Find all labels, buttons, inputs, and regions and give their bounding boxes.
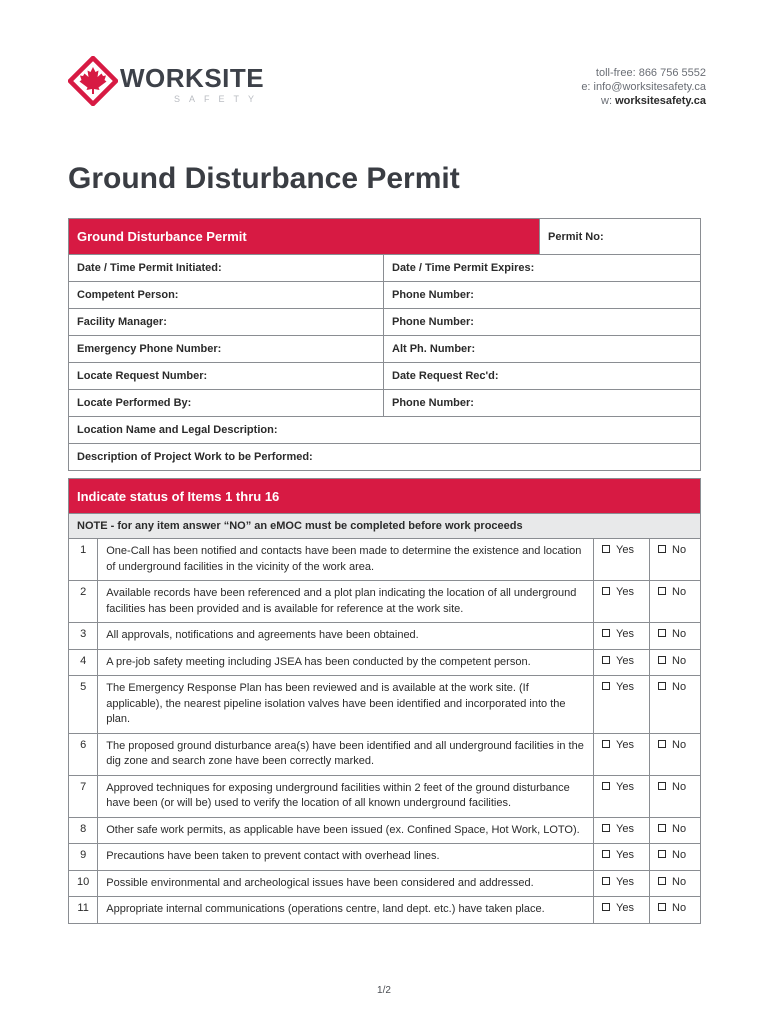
no-checkbox[interactable]: [658, 587, 666, 595]
yes-checkbox[interactable]: [602, 877, 610, 885]
item-text: The proposed ground disturbance area(s) have been identified and all underground facilities in the dig zone and search zone have been correctly marked.: [98, 733, 594, 775]
website-prefix: w:: [601, 95, 616, 107]
no-label: No: [672, 586, 687, 598]
checklist-item: [69, 676, 701, 734]
info-field-right[interactable]: Phone Number:: [384, 282, 701, 309]
item-number: 10: [69, 870, 98, 897]
checklist-item: [69, 649, 701, 676]
item-number: 3: [69, 623, 98, 650]
yes-label: Yes: [616, 586, 634, 598]
info-field-left[interactable]: Emergency Phone Number:: [69, 336, 384, 363]
contact-info: [581, 66, 706, 108]
item-text: Precautions have been taken to prevent contact with overhead lines.: [98, 844, 594, 871]
no-checkbox[interactable]: [658, 682, 666, 690]
no-label: No: [672, 738, 687, 751]
info-field-right[interactable]: Alt Ph. Number:: [384, 336, 701, 363]
yes-option[interactable]: [594, 623, 650, 650]
status-header-row: [69, 479, 701, 514]
yes-option[interactable]: [594, 676, 650, 734]
page-header: [68, 56, 708, 106]
yes-option[interactable]: [594, 897, 650, 924]
no-option[interactable]: [650, 539, 701, 581]
yes-label: Yes: [616, 902, 634, 914]
no-checkbox[interactable]: [658, 656, 666, 664]
info-row: [69, 336, 701, 363]
checklist-item: [69, 581, 701, 623]
info-field-right[interactable]: Phone Number:: [384, 309, 701, 336]
no-option[interactable]: [650, 649, 701, 676]
checklist-item: [69, 623, 701, 650]
permit-no-field[interactable]: Permit No:: [540, 219, 701, 255]
yes-option[interactable]: [594, 581, 650, 623]
permit-header-row: [69, 219, 701, 255]
no-label: No: [672, 822, 687, 835]
info-row: [69, 282, 701, 309]
yes-option[interactable]: [594, 649, 650, 676]
checklist-item: [69, 870, 701, 897]
no-option[interactable]: [650, 870, 701, 897]
info-field-left[interactable]: Locate Request Number:: [69, 363, 384, 390]
yes-option[interactable]: [594, 775, 650, 817]
maple-leaf-icon: [68, 56, 118, 106]
status-checklist-table: [68, 478, 701, 924]
checklist-item: [69, 733, 701, 775]
item-text: The Emergency Response Plan has been reviewed and is available at the work site. (If applicable), the nearest pipeline isolation valves have been identified and incorporated into the plan.: [98, 676, 594, 734]
info-row: [69, 390, 701, 417]
no-label: No: [672, 654, 687, 667]
yes-label: Yes: [616, 544, 634, 556]
note-row: [69, 514, 701, 539]
info-field-full[interactable]: Location Name and Legal Description:: [69, 417, 701, 444]
no-checkbox[interactable]: [658, 877, 666, 885]
no-checkbox[interactable]: [658, 740, 666, 748]
yes-checkbox[interactable]: [602, 850, 610, 858]
document-title: Ground Disturbance Permit: [68, 162, 460, 195]
note-text: NOTE - for any item answer “NO” an eMOC must be completed before work proceeds: [69, 514, 701, 539]
no-label: No: [672, 628, 687, 640]
email-address: e: info@worksitesafety.ca: [581, 81, 706, 93]
yes-checkbox[interactable]: [602, 587, 610, 595]
no-option[interactable]: [650, 844, 701, 871]
no-option[interactable]: [650, 581, 701, 623]
info-field-left[interactable]: Locate Performed By:: [69, 390, 384, 417]
item-number: 8: [69, 817, 98, 844]
item-text: Possible environmental and archeological issues have been considered and addressed.: [98, 870, 594, 897]
yes-label: Yes: [616, 681, 634, 693]
item-number: 1: [69, 539, 98, 581]
info-field-right[interactable]: Date Request Rec'd:: [384, 363, 701, 390]
yes-checkbox[interactable]: [602, 824, 610, 832]
no-checkbox[interactable]: [658, 782, 666, 790]
info-field-right[interactable]: Phone Number:: [384, 390, 701, 417]
no-option[interactable]: [650, 733, 701, 775]
item-number: 11: [69, 897, 98, 924]
info-field-right[interactable]: Date / Time Permit Expires:: [384, 255, 701, 282]
info-field-left[interactable]: Competent Person:: [69, 282, 384, 309]
info-field-full[interactable]: Description of Project Work to be Performed:: [69, 444, 701, 471]
permit-info-table: [68, 218, 701, 471]
yes-option[interactable]: [594, 539, 650, 581]
checklist-item: [69, 539, 701, 581]
yes-label: Yes: [616, 654, 634, 667]
info-row: [69, 255, 701, 282]
logo-wordmark: WORKSITE: [120, 63, 265, 93]
checklist-item: [69, 844, 701, 871]
item-number: 5: [69, 676, 98, 734]
item-number: 2: [69, 581, 98, 623]
item-number: 7: [69, 775, 98, 817]
yes-checkbox[interactable]: [602, 740, 610, 748]
yes-label: Yes: [616, 822, 634, 835]
no-option[interactable]: [650, 775, 701, 817]
no-checkbox[interactable]: [658, 629, 666, 637]
item-number: 9: [69, 844, 98, 871]
yes-checkbox[interactable]: [602, 903, 610, 911]
no-label: No: [672, 849, 687, 861]
yes-label: Yes: [616, 628, 634, 640]
no-option[interactable]: [650, 676, 701, 734]
no-option[interactable]: [650, 817, 701, 844]
no-label: No: [672, 902, 687, 914]
no-checkbox[interactable]: [658, 824, 666, 832]
yes-label: Yes: [616, 780, 634, 793]
no-option[interactable]: [650, 897, 701, 924]
page-number: 1/2: [377, 985, 391, 996]
yes-label: Yes: [616, 849, 634, 861]
yes-checkbox[interactable]: [602, 682, 610, 690]
item-text: Approved techniques for exposing underground facilities within 2 feet of the ground disturbance have been (or will be) used to verify the location of all known underground facilities.: [98, 775, 594, 817]
yes-checkbox[interactable]: [602, 656, 610, 664]
website-line: [581, 94, 706, 108]
item-text: Available records have been referenced and a plot plan indicating the location of all underground facilities has been provided and is available for reference at the work site.: [98, 581, 594, 623]
no-checkbox[interactable]: [658, 903, 666, 911]
item-text: Other safe work permits, as applicable have been issued (ex. Confined Space, Hot Work, LOTO).: [98, 817, 594, 844]
yes-checkbox[interactable]: [602, 629, 610, 637]
checklist-item: [69, 817, 701, 844]
no-option[interactable]: [650, 623, 701, 650]
item-text: All approvals, notifications and agreements have been obtained.: [98, 623, 594, 650]
yes-checkbox[interactable]: [602, 782, 610, 790]
permit-header-label: Ground Disturbance Permit: [69, 219, 540, 255]
yes-option[interactable]: [594, 817, 650, 844]
status-header-label: Indicate status of Items 1 thru 16: [69, 479, 701, 514]
info-field-left[interactable]: Date / Time Permit Initiated:: [69, 255, 384, 282]
info-row: [69, 309, 701, 336]
no-label: No: [672, 780, 687, 793]
no-label: No: [672, 875, 687, 888]
item-text: One-Call has been notified and contacts have been made to determine the existence and location of underground facilities in the vicinity of the work area.: [98, 539, 594, 581]
checklist-item: [69, 775, 701, 817]
yes-label: Yes: [616, 738, 634, 751]
yes-option[interactable]: [594, 870, 650, 897]
info-row-full: [69, 444, 701, 471]
info-row: [69, 363, 701, 390]
item-number: 4: [69, 649, 98, 676]
no-checkbox[interactable]: [658, 850, 666, 858]
website-link[interactable]: worksitesafety.ca: [615, 95, 706, 107]
yes-checkbox[interactable]: [602, 545, 610, 553]
item-text: A pre-job safety meeting including JSEA has been conducted by the competent person.: [98, 649, 594, 676]
yes-label: Yes: [616, 875, 634, 888]
item-number: 6: [69, 733, 98, 775]
info-field-left[interactable]: Facility Manager:: [69, 309, 384, 336]
checklist-item: [69, 897, 701, 924]
no-checkbox[interactable]: [658, 545, 666, 553]
info-row-full: [69, 417, 701, 444]
no-label: No: [672, 681, 687, 693]
item-text: Appropriate internal communications (operations centre, land dept. etc.) have taken place.: [98, 897, 594, 924]
yes-option[interactable]: [594, 844, 650, 871]
logo-subtitle: SAFETY: [174, 94, 264, 104]
yes-option[interactable]: [594, 733, 650, 775]
tollfree-number: toll-free: 866 756 5552: [595, 67, 706, 79]
no-label: No: [672, 544, 687, 556]
